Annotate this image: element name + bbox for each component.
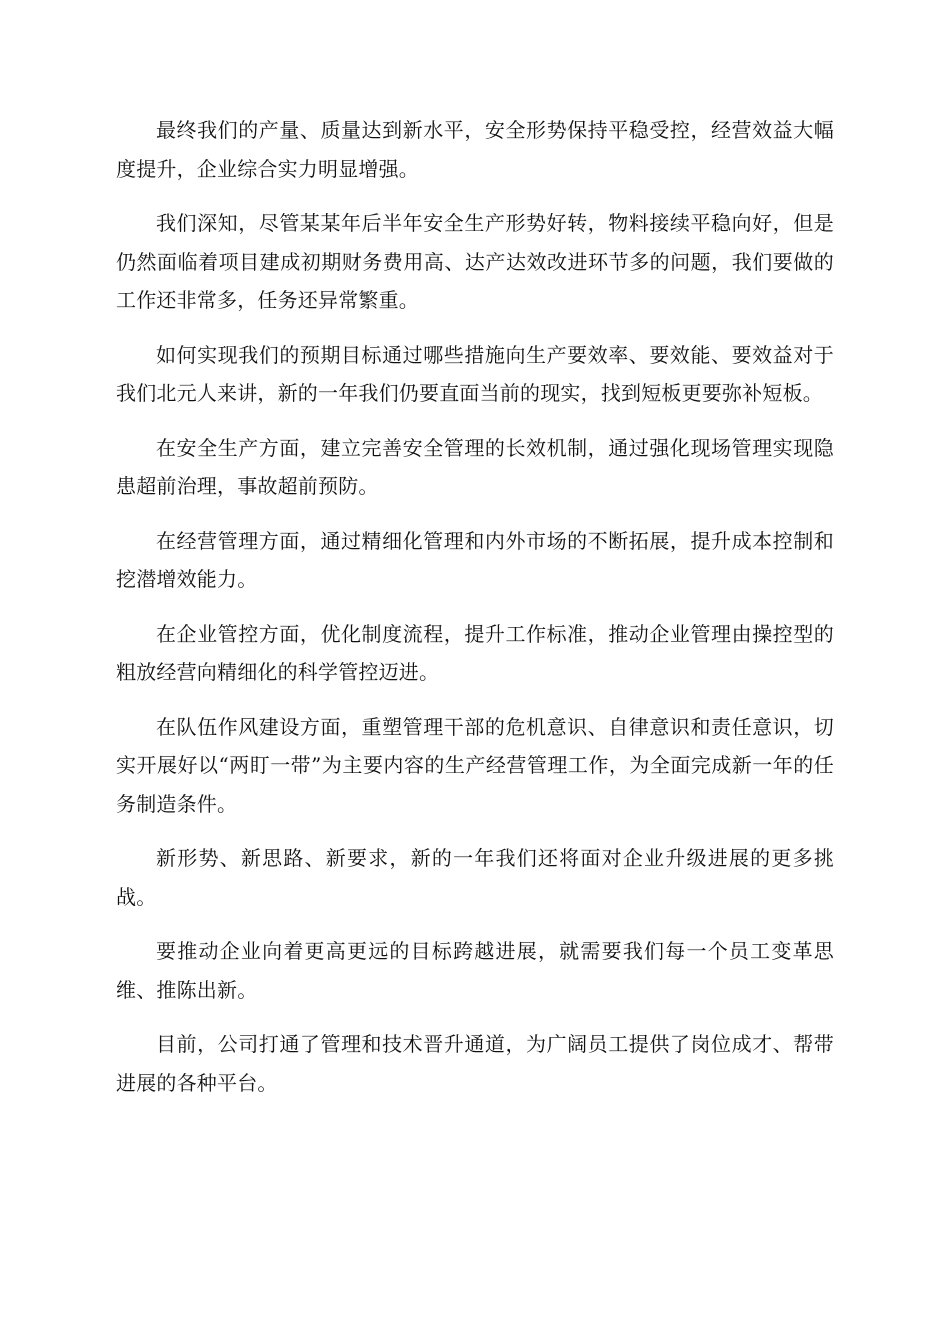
paragraph-2: 我们深知，尽管某某年后半年安全生产形势好转，物料接续平稳向好，但是仍然面临着项目建成初期财务费用高、达产达效改进环节多的问题，我们要做的工作还非常多，任务还异常繁重。 <box>116 211 834 312</box>
paragraph-7: 在队伍作风建设方面，重塑管理干部的危机意识、自律意识和责任意识，切实开展好以“两盯一带”为主要内容的生产经营管理工作，为全面完成新一年的任务制造条件。 <box>116 714 834 816</box>
paragraph-6: 在企业管控方面，优化制度流程，提升工作标准，推动企业管理由操控型的粗放经营向精细化的科学管控迈进。 <box>116 621 834 684</box>
paragraph-8: 新形势、新思路、新要求，新的一年我们还将面对企业升级进展的更多挑战。 <box>116 846 834 909</box>
paragraph-1: 最终我们的产量、质量达到新水平，安全形势保持平稳受控，经营效益大幅度提升，企业综合实力明显增强。 <box>116 118 834 181</box>
paragraph-5: 在经营管理方面，通过精细化管理和内外市场的不断拓展，提升成本控制和挖潜增效能力。 <box>116 528 834 591</box>
paragraph-3: 如何实现我们的预期目标通过哪些措施向生产要效率、要效能、要效益对于我们北元人来讲，新的一年我们仍要直面当前的现实，找到短板更要弥补短板。 <box>116 342 834 405</box>
paragraph-9: 要推动企业向着更高更远的目标跨越进展，就需要我们每一个员工变革思维、推陈出新。 <box>116 939 834 1002</box>
paragraph-4: 在安全生产方面，建立完善安全管理的长效机制，通过强化现场管理实现隐患超前治理，事故超前预防。 <box>116 435 834 498</box>
document-body <box>116 111 834 1118</box>
paragraph-10: 目前，公司打通了管理和技术晋升通道，为广阔员工提供了岗位成才、帮带进展的各种平台。 <box>116 1032 834 1095</box>
